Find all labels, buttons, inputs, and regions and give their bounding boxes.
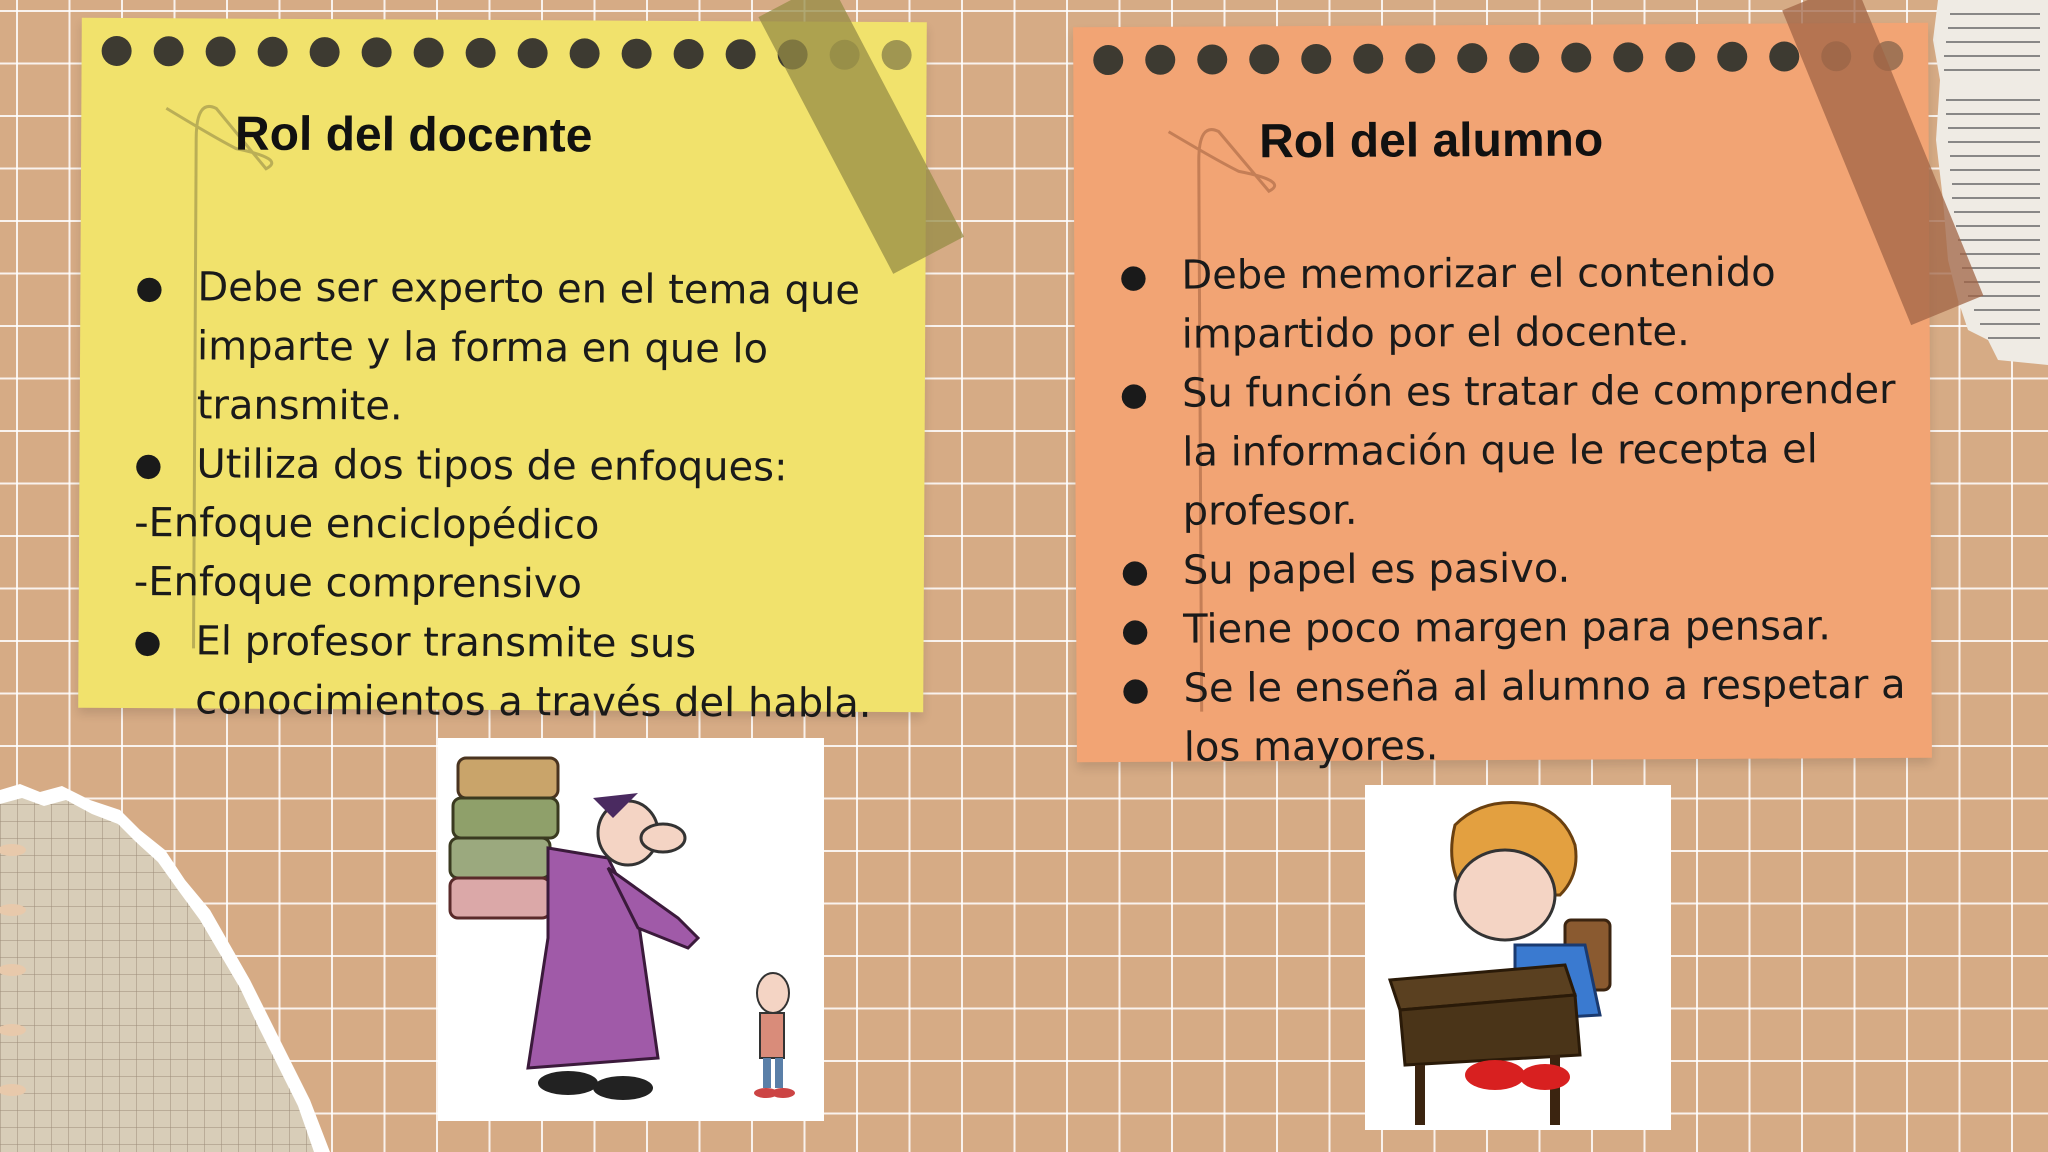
list-item: ● Se le enseña al alumno a respetar a los mayores. bbox=[1121, 656, 1912, 778]
teacher-with-books-illustration bbox=[438, 738, 824, 1121]
list-item: ● Su papel es pasivo. bbox=[1121, 538, 1911, 601]
graph-paper-scrap bbox=[0, 770, 360, 1152]
list-rol-del-alumno bbox=[1119, 243, 1912, 778]
list-item: ● Tiene poco margen para pensar. bbox=[1121, 597, 1911, 660]
title-rol-del-alumno: Rol del alumno bbox=[1259, 113, 1604, 169]
list-item: -Enfoque comprensivo bbox=[133, 559, 583, 608]
list-item: ● Su función es tratar de comprender la información que le recepta el profesor. bbox=[1120, 361, 1911, 542]
binder-holes bbox=[1093, 41, 1903, 75]
list-item: ● Utiliza dos tipos de enfoques: bbox=[134, 435, 924, 498]
list-item: ● Debe memorizar el contenido impartido por el docente. bbox=[1119, 243, 1910, 365]
list-item: -Enfoque enciclopédico bbox=[134, 500, 600, 549]
note-card-docente bbox=[78, 18, 927, 727]
student-at-desk-illustration bbox=[1365, 785, 1671, 1130]
title-rol-del-docente: Rol del docente bbox=[234, 107, 593, 163]
list-item: ● El profesor transmite sus conocimientos a través del habla. bbox=[133, 612, 924, 734]
list-rol-del-docente bbox=[133, 258, 925, 734]
note-card-alumno bbox=[1073, 23, 1932, 771]
list-item: ● Debe ser experto en el tema que imparte y la forma en que lo transmite. bbox=[135, 258, 926, 439]
